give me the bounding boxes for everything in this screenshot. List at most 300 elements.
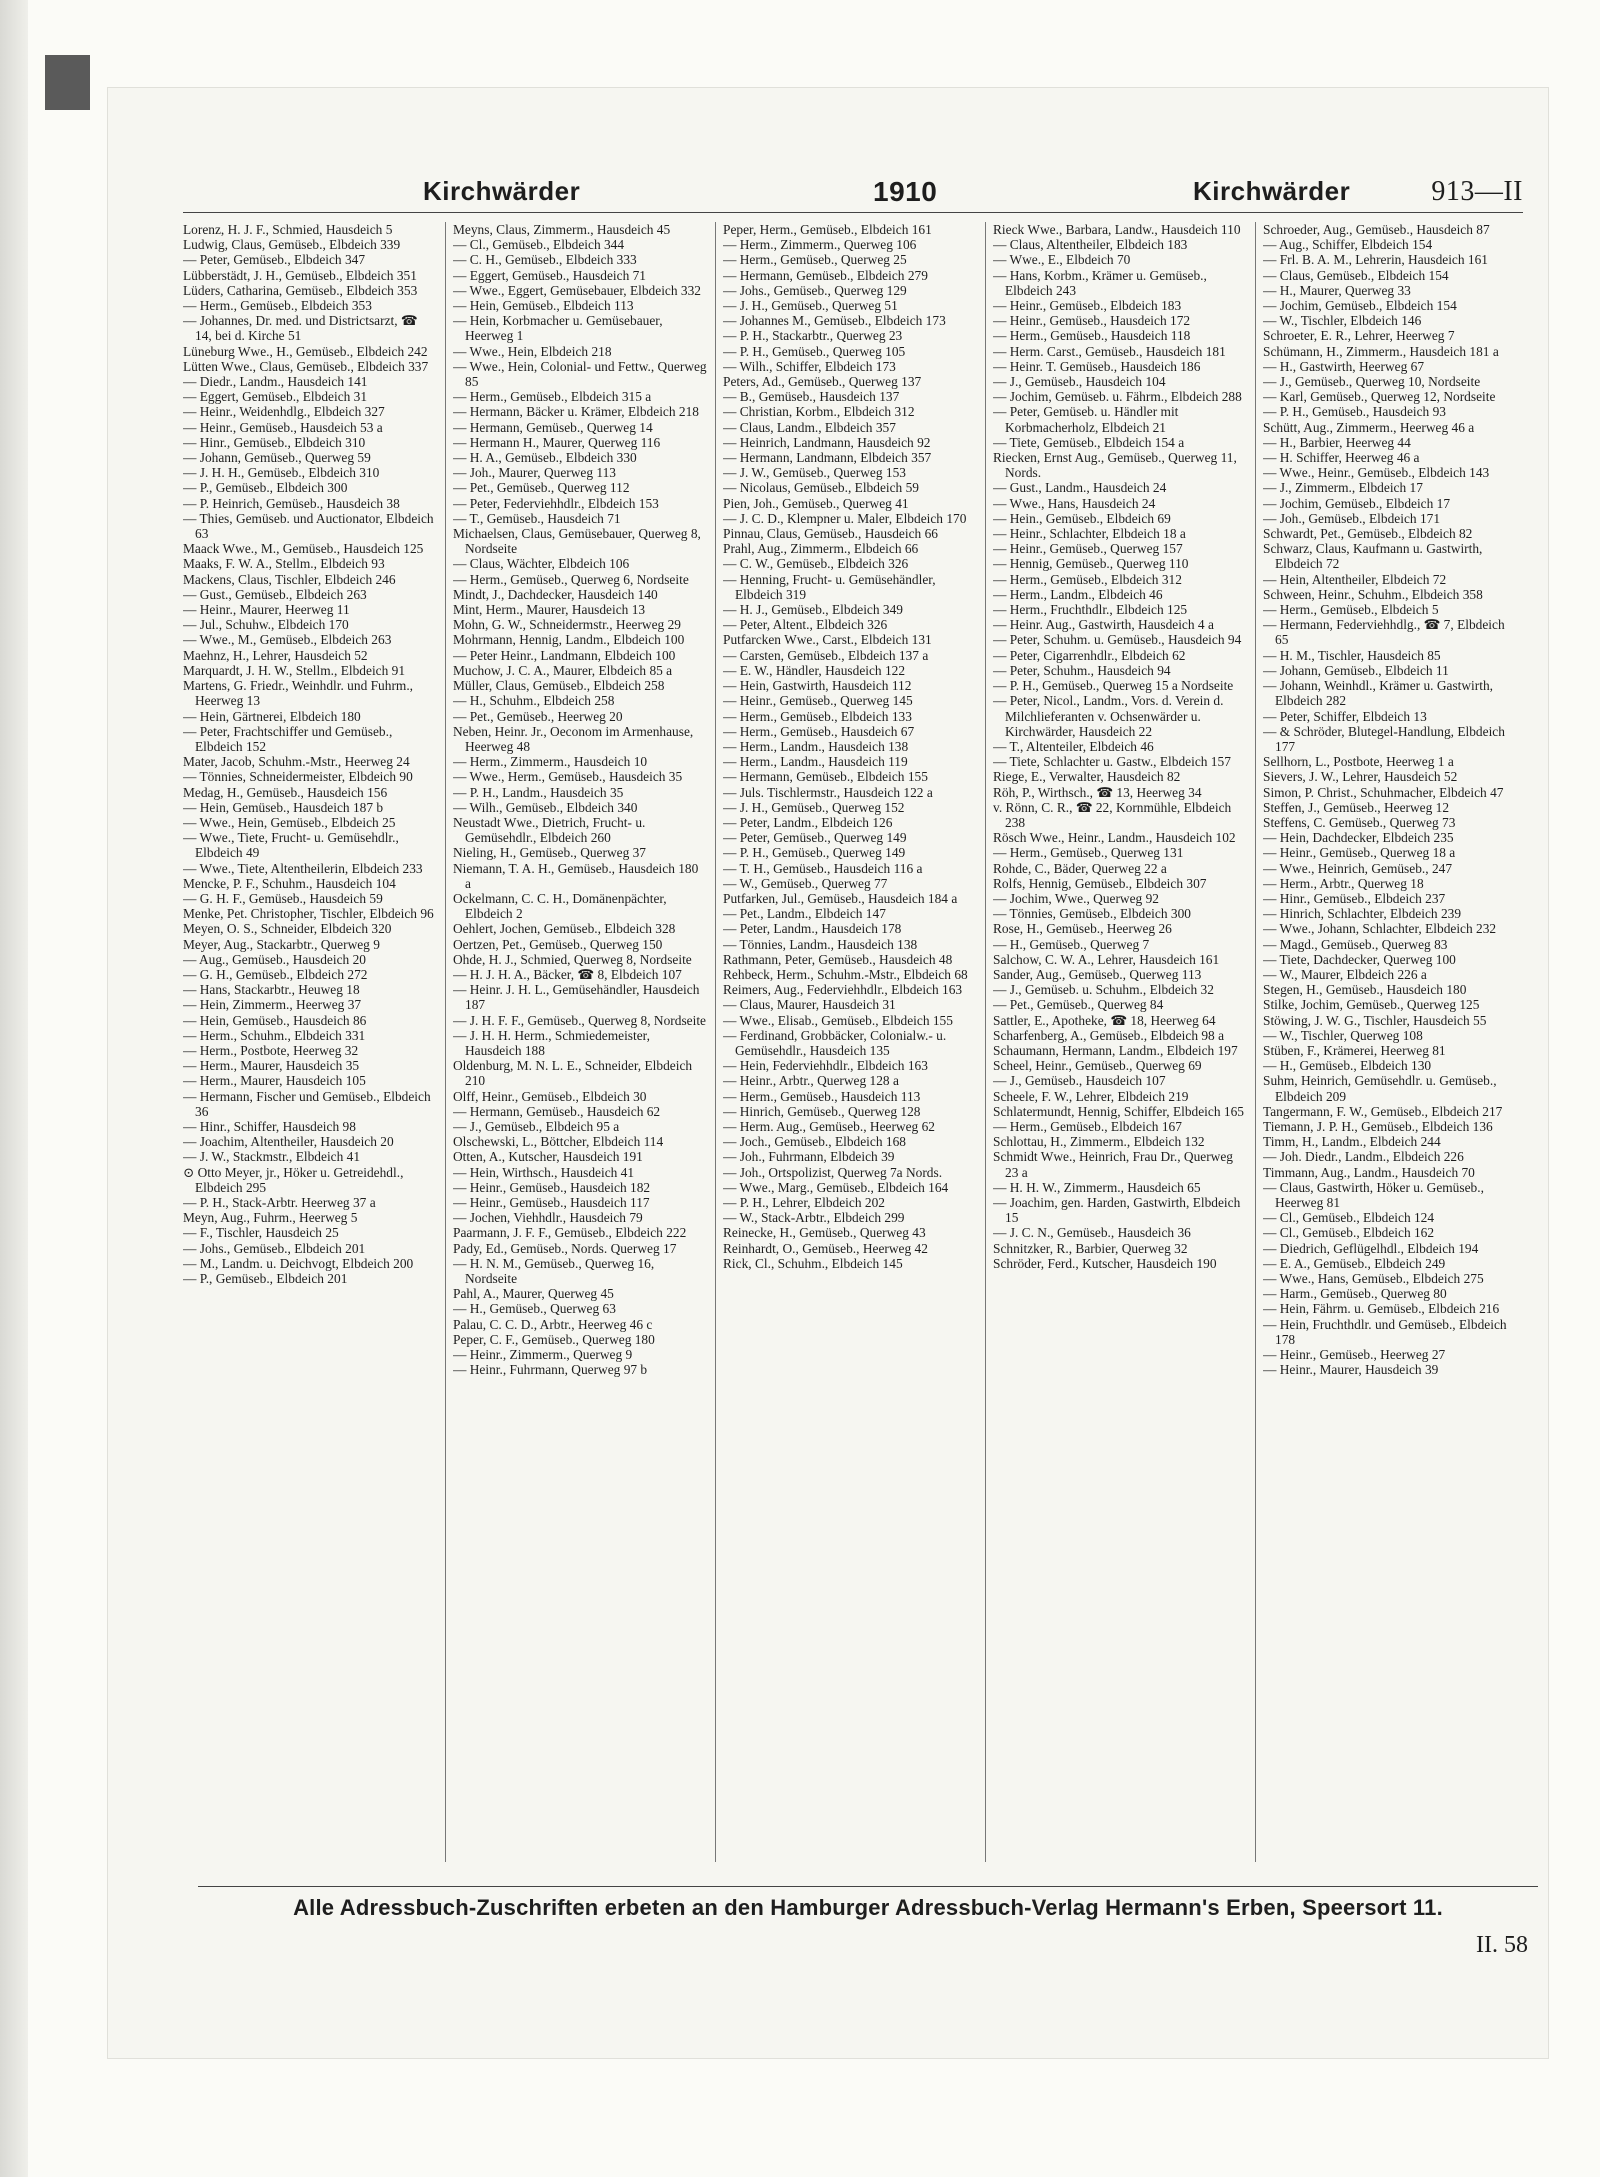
directory-entry: — H. H. W., Zimmerm., Hausdeich 65 xyxy=(993,1179,1201,1195)
directory-entry: Putfarken, Jul., Gemüseb., Hausdeich 184 a xyxy=(723,890,958,906)
directory-entry: Sievers, J. W., Lehrer, Hausdeich 52 xyxy=(1263,769,1458,785)
directory-entry: v. Rönn, C. R., ☎ 22, Kornmühle, Elbdeich 238 xyxy=(993,799,1232,830)
directory-entry: — H. J., Gemüseb., Elbdeich 349 xyxy=(723,602,904,618)
directory-entry: Sellhorn, L., Postbote, Heerweg 1 a xyxy=(1263,754,1454,770)
directory-entry: — W., Stack-Arbtr., Elbdeich 299 xyxy=(723,1210,905,1226)
directory-entry: — Claus, Wächter, Elbdeich 106 xyxy=(453,556,630,572)
directory-entry: Rathmann, Peter, Gemüseb., Hausdeich 48 xyxy=(723,951,953,967)
directory-entry: — Herm., Landm., Elbdeich 46 xyxy=(993,586,1163,602)
directory-entry: — J. H., Gemüseb., Querweg 51 xyxy=(723,298,898,314)
directory-entry: — Wwe., Tiete, Altentheilerin, Elbdeich 233 xyxy=(183,860,423,876)
directory-entry: — Jochim, Gemüseb. u. Fährm., Elbdeich 288 xyxy=(993,389,1242,405)
directory-entry: Marquardt, J. H. W., Stellm., Elbdeich 91 xyxy=(183,662,406,678)
directory-entry: Reimers, Aug., Federviehhdlr., Elbdeich 163 xyxy=(723,982,963,998)
directory-entry: — Hinr., Schiffer, Hausdeich 98 xyxy=(183,1118,356,1134)
directory-entry: — B., Gemüseb., Hausdeich 137 xyxy=(723,389,900,405)
directory-entry: — Heinr., Gemüseb., Querweg 18 a xyxy=(1263,845,1456,861)
directory-entry: Lüneburg Wwe., H., Gemüseb., Elbdeich 242 xyxy=(183,343,428,359)
directory-entry: — T., Gemüseb., Hausdeich 71 xyxy=(453,510,621,526)
directory-entry: — P. H., Stack-Arbtr. Heerweg 37 a xyxy=(183,1195,376,1210)
directory-entry: — Wilh., Gemüseb., Elbdeich 340 xyxy=(453,799,638,815)
directory-entry: Schlottau, H., Zimmerm., Elbdeich 132 xyxy=(993,1134,1205,1150)
directory-entry: — Cl., Gemüseb., Elbdeich 124 xyxy=(1263,1210,1435,1226)
directory-entry: Lüders, Catharina, Gemüseb., Elbdeich 353 xyxy=(183,282,418,298)
directory-entry: — H. J. H. A., Bäcker, ☎ 8, Elbdeich 107 xyxy=(453,966,682,982)
column-2 xyxy=(453,222,707,1862)
directory-entry: Meyer, Aug., Stackarbtr., Querweg 9 xyxy=(183,936,380,952)
directory-entry: — Hermann, Gemüseb., Elbdeich 155 xyxy=(723,769,928,785)
directory-entry: — H. M., Tischler, Hausdeich 85 xyxy=(1263,647,1441,663)
column-rule xyxy=(445,222,446,1862)
page-number: 913—II xyxy=(1431,176,1523,207)
page-header xyxy=(183,168,1523,213)
header-right-place: Kirchwärder xyxy=(1193,176,1351,206)
directory-entry: Maack Wwe., M., Gemüseb., Hausdeich 125 xyxy=(183,541,424,557)
directory-entry: Riege, E., Verwalter, Hausdeich 82 xyxy=(993,769,1181,785)
directory-entry: — Eggert, Gemüseb., Elbdeich 31 xyxy=(183,389,368,405)
directory-entry: — & Schröder, Blutegel-Handlung, Elbdeich 177 xyxy=(1263,723,1505,754)
directory-entry: — Henning, Frucht- u. Gemüsehändler, Elbdeich 319 xyxy=(723,571,936,602)
directory-entry: — Hein, Zimmerm., Heerweg 37 xyxy=(183,997,362,1013)
directory-entry: Rick, Cl., Schuhm., Elbdeich 145 xyxy=(723,1255,903,1271)
directory-entry: — G. H. F., Gemüseb., Hausdeich 59 xyxy=(183,890,383,906)
directory-entry: — H. A., Gemüseb., Elbdeich 330 xyxy=(453,450,637,466)
directory-entry: Scheele, F. W., Lehrer, Elbdeich 219 xyxy=(993,1088,1189,1104)
directory-entry: — Heinr., Zimmerm., Querweg 9 xyxy=(453,1347,633,1363)
directory-entry: — Heinr., Gemüseb., Querweg 157 xyxy=(993,541,1183,557)
directory-entry: — Herm., Gemüseb., Elbdeich 5 xyxy=(1263,602,1439,618)
directory-page xyxy=(108,88,1548,2058)
directory-entry: Lorenz, H. J. F., Schmied, Hausdeich 5 xyxy=(183,222,393,237)
directory-entry: Schröder, Ferd., Kutscher, Hausdeich 190 xyxy=(993,1255,1217,1271)
directory-entry: Sattler, E., Apotheke, ☎ 18, Heerweg 64 xyxy=(993,1012,1216,1028)
directory-entry: — P. H., Gemüseb., Hausdeich 93 xyxy=(1263,404,1446,420)
directory-entry: — Tiete, Dachdecker, Querweg 100 xyxy=(1263,951,1456,967)
directory-entry: Neustadt Wwe., Dietrich, Frucht- u. Gemüsehdlr., Elbdeich 260 xyxy=(453,814,646,846)
directory-entry: — Johann, Gemüseb., Querweg 59 xyxy=(183,450,371,466)
column-3 xyxy=(723,222,977,1862)
directory-entry: — Cl., Gemüseb., Elbdeich 162 xyxy=(1263,1225,1435,1241)
directory-entry: — Herm., Schuhm., Elbdeich 331 xyxy=(183,1027,366,1043)
directory-entry: — Karl, Gemüseb., Querweg 12, Nordseite xyxy=(1263,389,1496,405)
directory-entry: — Hinr., Gemüseb., Elbdeich 310 xyxy=(183,434,366,450)
directory-entry: Stüben, F., Krämerei, Heerweg 81 xyxy=(1263,1042,1446,1058)
directory-entry: Rieck Wwe., Barbara, Landw., Hausdeich 110 xyxy=(993,222,1241,237)
directory-entry: — Hermann, Fischer und Gemüseb., Elbdeich 36 xyxy=(183,1088,431,1119)
directory-entry: — Christian, Korbm., Elbdeich 312 xyxy=(723,404,915,420)
directory-entry: — Gust., Gemüseb., Elbdeich 263 xyxy=(183,586,367,602)
directory-entry: — Hein, Gemüseb., Hausdeich 187 b xyxy=(183,799,384,815)
directory-entry: Müller, Claus, Gemüseb., Elbdeich 258 xyxy=(453,678,665,694)
directory-entry: Suhm, Heinrich, Gemüsehdlr. u. Gemüseb., Elbdeich 209 xyxy=(1263,1073,1497,1104)
directory-entry: — Gust., Landm., Hausdeich 24 xyxy=(993,480,1167,496)
directory-entry: Mackens, Claus, Tischler, Elbdeich 246 xyxy=(183,571,396,587)
directory-entry: — Joachim, Altentheiler, Hausdeich 20 xyxy=(183,1134,394,1150)
directory-entry: Salchow, C. W. A., Lehrer, Hausdeich 161 xyxy=(993,951,1220,967)
directory-entry: — Peter, Altent., Elbdeich 326 xyxy=(723,617,888,633)
directory-entry: — P. H., Gemüseb., Querweg 149 xyxy=(723,845,906,861)
directory-entry: — Jochim, Gemüseb., Elbdeich 154 xyxy=(1263,298,1457,314)
directory-entry: — Hermann, Gemüseb., Hausdeich 62 xyxy=(453,1103,661,1119)
directory-entry: Schütt, Aug., Zimmerm., Heerweg 46 a xyxy=(1263,419,1475,435)
header-left-place: Kirchwärder xyxy=(423,176,581,206)
directory-entry: — H., Schuhm., Elbdeich 258 xyxy=(453,693,615,709)
directory-entry: Schroeter, E. R., Lehrer, Heerweg 7 xyxy=(1263,328,1455,344)
publisher-footer: Alle Adressbuch-Zuschriften erbeten an den Hamburger Adressbuch-Verlag Hermann's Erben, Speersort 11. xyxy=(198,1886,1538,1923)
directory-entry: — J. W., Stackmstr., Elbdeich 41 xyxy=(183,1149,361,1165)
directory-entry: — Hein, Fährm. u. Gemüseb., Elbdeich 216 xyxy=(1263,1301,1500,1317)
directory-entry: — Hein, Gärtnerei, Elbdeich 180 xyxy=(183,708,361,724)
directory-entry: Rolfs, Hennig, Gemüseb., Elbdeich 307 xyxy=(993,875,1207,891)
directory-entry: — Hinrich, Gemüseb., Querweg 128 xyxy=(723,1103,921,1119)
directory-entry: Schmidt Wwe., Heinrich, Frau Dr., Querweg 23 a xyxy=(993,1149,1233,1180)
directory-entry: — C. H., Gemüseb., Elbdeich 333 xyxy=(453,252,637,268)
directory-entry: — Heinr., Gemüseb., Hausdeich 172 xyxy=(993,313,1191,329)
directory-entry: — Heinr., Gemüseb., Heerweg 27 xyxy=(1263,1347,1446,1363)
directory-entry: Meyns, Claus, Zimmerm., Hausdeich 45 xyxy=(453,222,671,237)
directory-entry: — Aug., Gemüseb., Hausdeich 20 xyxy=(183,951,366,967)
directory-entry: — Heinr. J. H. L., Gemüsehändler, Hausdeich 187 xyxy=(453,982,700,1013)
directory-entry: Stilke, Jochim, Gemüseb., Querweg 125 xyxy=(1263,997,1480,1013)
directory-entry: — P. Heinrich, Gemüseb., Hausdeich 38 xyxy=(183,495,400,511)
directory-entry: — Heinr., Gemüseb., Hausdeich 182 xyxy=(453,1179,651,1195)
directory-entry: — Juls. Tischlermstr., Hausdeich 122 a xyxy=(723,784,933,800)
directory-entry: — Wwe., M., Gemüseb., Elbdeich 263 xyxy=(183,632,392,648)
directory-entry: Schaumann, Hermann, Landm., Elbdeich 197 xyxy=(993,1042,1238,1058)
directory-entry: Maehnz, H., Lehrer, Hausdeich 52 xyxy=(183,647,368,663)
directory-entry: — Wwe., Johann, Schlachter, Elbdeich 232 xyxy=(1263,921,1497,937)
directory-entry: — Joh., Fuhrmann, Elbdeich 39 xyxy=(723,1149,895,1165)
directory-entry: — J. H. H., Gemüseb., Elbdeich 310 xyxy=(183,465,380,481)
directory-entry: — Harm., Gemüseb., Querweg 80 xyxy=(1263,1286,1447,1302)
directory-entry: — J., Gemüseb. u. Schuhm., Elbdeich 32 xyxy=(993,982,1214,998)
directory-entry: Mint, Herm., Maurer, Hausdeich 13 xyxy=(453,602,646,618)
directory-entry: — P. H., Gemüseb., Querweg 15 a Nordseite xyxy=(993,678,1234,694)
directory-entry: — Claus, Landm., Elbdeich 357 xyxy=(723,419,896,435)
column-rule xyxy=(985,222,986,1862)
directory-entry: — Magd., Gemüseb., Querweg 83 xyxy=(1263,936,1448,952)
directory-entry: — Herm., Gemüseb., Elbdeich 315 a xyxy=(453,389,652,405)
directory-entry: — Peter, Schuhm., Hausdeich 94 xyxy=(993,662,1171,678)
directory-entry: — Tönnies, Landm., Hausdeich 138 xyxy=(723,936,918,952)
column-5 xyxy=(1263,222,1517,1862)
directory-entry: Neben, Heinr. Jr., Oeconom im Armenhause, Heerweg 48 xyxy=(453,723,694,754)
directory-entry: — J., Gemüseb., Hausdeich 104 xyxy=(993,374,1166,390)
directory-entry: — Herm., Gemüseb., Elbdeich 133 xyxy=(723,708,912,724)
directory-entry: — Herm., Landm., Hausdeich 119 xyxy=(723,754,908,770)
directory-entry: Ockelmann, C. C. H., Domänenpächter, Elbdeich 2 xyxy=(453,890,667,922)
directory-entry: Michaelsen, Claus, Gemüsebauer, Querweg 8, Nordseite xyxy=(453,526,701,557)
directory-entry: — Peter, Gemüseb., Querweg 149 xyxy=(723,830,907,846)
directory-entry: — T., Altenteiler, Elbdeich 46 xyxy=(993,738,1154,754)
directory-entry: — Hinrich, Schlachter, Elbdeich 239 xyxy=(1263,906,1462,922)
directory-entry: Palau, C. C. D., Arbtr., Heerweg 46 c xyxy=(453,1316,653,1332)
directory-entry: — Cl., Gemüseb., Elbdeich 344 xyxy=(453,237,625,253)
directory-entry: — Jochim, Gemüseb., Elbdeich 17 xyxy=(1263,495,1451,511)
directory-entry: Schwarz, Claus, Kaufmann u. Gastwirth, Elbdeich 72 xyxy=(1263,541,1483,572)
directory-entry: — H., Barbier, Heerweg 44 xyxy=(1263,434,1411,450)
directory-entry: Mindt, J., Dachdecker, Hausdeich 140 xyxy=(453,586,658,602)
directory-entry: — Hermann, Federviehhdlg., ☎ 7, Elbdeich 65 xyxy=(1263,617,1505,648)
directory-entry: — Heinr., Gemüseb., Hausdeich 117 xyxy=(453,1195,650,1210)
directory-entry: — Pet., Gemüseb., Heerweg 20 xyxy=(453,708,623,724)
directory-entry: — Johannes, Dr. med. und Districtsarzt, ☎ 14, bei d. Kirche 51 xyxy=(183,313,418,344)
directory-entry: — P., Gemüseb., Elbdeich 300 xyxy=(183,480,348,496)
directory-entry: — Herm., Gemüseb., Elbdeich 167 xyxy=(993,1118,1182,1134)
directory-entry: — Herm., Fruchthdlr., Elbdeich 125 xyxy=(993,602,1188,618)
directory-entry: Olff, Heinr., Gemüseb., Elbdeich 30 xyxy=(453,1088,647,1104)
directory-entry: Meyn, Aug., Fuhrm., Heerweg 5 xyxy=(183,1210,358,1226)
directory-entry: Reinhardt, O., Gemüseb., Heerweg 42 xyxy=(723,1240,928,1256)
directory-entry: Scharfenberg, A., Gemüseb., Elbdeich 98 a xyxy=(993,1027,1225,1043)
directory-entry: — T. H., Gemüseb., Hausdeich 116 a xyxy=(723,860,923,876)
directory-entry: Timm, H., Landm., Elbdeich 244 xyxy=(1263,1134,1441,1150)
scan-edge-marker xyxy=(45,55,90,110)
directory-entry: — Wwe., Hein, Colonial- und Fettw., Querweg 85 xyxy=(453,358,707,390)
directory-entry: — J., Gemüseb., Elbdeich 95 a xyxy=(453,1118,620,1134)
directory-entry: — Hermann H., Maurer, Querweg 116 xyxy=(453,434,661,450)
directory-entry: Oehlert, Jochen, Gemüseb., Elbdeich 328 xyxy=(453,921,676,937)
directory-entry: — Frl. B. A. M., Lehrerin, Hausdeich 161 xyxy=(1263,252,1489,268)
directory-entry: — E. A., Gemüseb., Elbdeich 249 xyxy=(1263,1255,1446,1271)
directory-entry: — Hans, Stackarbtr., Heuweg 18 xyxy=(183,982,360,998)
directory-entry: — Jul., Schuhw., Elbdeich 170 xyxy=(183,617,349,633)
directory-entry: Schnitzker, R., Barbier, Querweg 32 xyxy=(993,1240,1188,1256)
directory-entry: Nieling, H., Gemüseb., Querweg 37 xyxy=(453,845,647,861)
directory-entry: — Hein, Korbmacher u. Gemüsebauer, Heerweg 1 xyxy=(453,313,663,344)
directory-entry: — J. H. H. Herm., Schmiedemeister, Hausdeich 188 xyxy=(453,1027,650,1058)
directory-entry: — Herm., Gemüseb., Querweg 6, Nordseite xyxy=(453,571,689,587)
directory-entry: Scheel, Heinr., Gemüseb., Querweg 69 xyxy=(993,1058,1202,1074)
directory-entry: — Aug., Schiffer, Elbdeich 154 xyxy=(1263,237,1433,253)
directory-entry: Röh, P., Wirthsch., ☎ 13, Heerweg 34 xyxy=(993,784,1202,800)
directory-entry: Meyen, O. S., Schneider, Elbdeich 320 xyxy=(183,921,392,937)
directory-entry: — Claus, Gastwirth, Höker u. Gemüseb., Heerweg 81 xyxy=(1263,1179,1484,1210)
directory-entry: Paarmann, J. F. F., Gemüseb., Elbdeich 222 xyxy=(453,1225,687,1241)
directory-entry: Rose, H., Gemüseb., Heerweg 26 xyxy=(993,921,1172,937)
directory-entry: — Diedr., Landm., Hausdeich 141 xyxy=(183,374,368,390)
directory-entry: — Heinr. T. Gemüseb., Hausdeich 186 xyxy=(993,358,1201,374)
directory-entry: Peper, Herm., Gemüseb., Elbdeich 161 xyxy=(723,222,932,237)
directory-entry: — Peter, Cigarrenhdlr., Elbdeich 62 xyxy=(993,647,1186,663)
directory-entry: — Pet., Gemüseb., Querweg 84 xyxy=(993,997,1164,1013)
directory-entry: — Joh., Ortspolizist, Querweg 7a Nords. xyxy=(723,1164,943,1180)
directory-entry: Sander, Aug., Gemüseb., Querweg 113 xyxy=(993,966,1202,982)
directory-entry: — Herm., Zimmerm., Querweg 106 xyxy=(723,237,917,253)
directory-entry: — Heinr., Weidenhdlg., Elbdeich 327 xyxy=(183,404,385,420)
directory-entry: — Hein, Gemüseb., Hausdeich 86 xyxy=(183,1012,367,1028)
directory-entry: Tangermann, F. W., Gemüseb., Elbdeich 217 xyxy=(1263,1103,1503,1119)
directory-entry: — Herm., Zimmerm., Hausdeich 10 xyxy=(453,754,648,770)
directory-entry: Pady, Ed., Gemüseb., Nords. Querweg 17 xyxy=(453,1240,677,1256)
directory-entry: — Joh., Gemüseb., Elbdeich 171 xyxy=(1263,510,1441,526)
directory-entry: — Eggert, Gemüseb., Hausdeich 71 xyxy=(453,267,647,283)
directory-entry: — Heinr. Aug., Gastwirth, Hausdeich 4 a xyxy=(993,617,1214,633)
directory-entry: — Hein, Fruchthdlr. und Gemüseb., Elbdeich 178 xyxy=(1263,1316,1507,1347)
directory-entry: — H. N. M., Gemüseb., Querweg 16, Nordseite xyxy=(453,1255,655,1287)
directory-entry: Peters, Ad., Gemüseb., Querweg 137 xyxy=(723,374,922,390)
directory-entry: — Claus, Gemüseb., Elbdeich 154 xyxy=(1263,267,1449,283)
directory-entry: — Johannes M., Gemüseb., Elbdeich 173 xyxy=(723,313,946,329)
directory-entry: Ludwig, Claus, Gemüseb., Elbdeich 339 xyxy=(183,237,401,253)
directory-entry: — Heinr., Schlachter, Elbdeich 18 a xyxy=(993,526,1186,542)
directory-entry: — C. W., Gemüseb., Elbdeich 326 xyxy=(723,556,909,572)
directory-entry: — Herm., Gemüseb., Hausdeich 113 xyxy=(723,1088,921,1104)
directory-entry: — Peter, Schuhm. u. Gemüseb., Hausdeich 94 xyxy=(993,632,1242,648)
column-rule xyxy=(1255,222,1256,1862)
directory-entry: — Johann, Gemüseb., Elbdeich 11 xyxy=(1263,662,1449,678)
directory-entry: Mohrmann, Hennig, Landm., Elbdeich 100 xyxy=(453,632,685,648)
directory-entry: — Herm., Gemüseb., Elbdeich 312 xyxy=(993,571,1182,587)
directory-entry: — W., Maurer, Elbdeich 226 a xyxy=(1263,966,1427,982)
directory-entry: — W., Gemüseb., Querweg 77 xyxy=(723,875,888,891)
directory-entry: — J., Zimmerm., Elbdeich 17 xyxy=(1263,480,1423,496)
directory-entry: Pahl, A., Maurer, Querweg 45 xyxy=(453,1286,614,1302)
directory-entry: — Wwe., Hein, Gemüseb., Elbdeich 25 xyxy=(183,814,396,830)
directory-entry: Martens, G. Friedr., Weinhdlr. und Fuhrm., Heerweg 13 xyxy=(183,678,414,709)
directory-entry: — Peter, Landm., Elbdeich 126 xyxy=(723,814,893,830)
directory-entry: — Hennig, Gemüseb., Querweg 110 xyxy=(993,556,1189,572)
directory-entry: — Peter, Frachtschiffer und Gemüseb., Elbdeich 152 xyxy=(183,723,393,754)
directory-entry: Steffens, C. Gemüseb., Querweg 73 xyxy=(1263,814,1456,830)
directory-entry: — E. W., Händler, Hausdeich 122 xyxy=(723,662,906,678)
directory-entry: — Carsten, Gemüseb., Elbdeich 137 a xyxy=(723,647,929,663)
directory-entry: — Nicolaus, Gemüseb., Elbdeich 59 xyxy=(723,480,919,496)
directory-entry: Niemann, T. A. H., Gemüseb., Hausdeich 180 a xyxy=(453,860,699,891)
directory-entry: — Herm., Gemüseb., Querweg 131 xyxy=(993,845,1184,861)
directory-entry: Lübberstädt, J. H., Gemüseb., Elbdeich 351 xyxy=(183,267,417,283)
column-4 xyxy=(993,222,1247,1862)
directory-entry: — Claus, Maurer, Hausdeich 31 xyxy=(723,997,896,1013)
directory-entry: — Herm., Maurer, Hausdeich 35 xyxy=(183,1058,360,1074)
directory-entry: Muchow, J. C. A., Maurer, Elbdeich 85 a xyxy=(453,662,673,678)
directory-entry: — Peter, Gemüseb., Elbdeich 347 xyxy=(183,252,366,268)
directory-entry: — Herm., Gemüseb., Querweg 25 xyxy=(723,252,907,268)
directory-entry: Steffen, J., Gemüseb., Heerweg 12 xyxy=(1263,799,1450,815)
column-rule xyxy=(715,222,716,1862)
directory-entry: — Hein, Federviehhdlr., Elbdeich 163 xyxy=(723,1058,928,1074)
directory-entry: — Claus, Altentheiler, Elbdeich 183 xyxy=(993,237,1188,253)
directory-entry: — Herm., Postbote, Heerweg 32 xyxy=(183,1042,359,1058)
directory-entry: Maaks, F. W. A., Stellm., Elbdeich 93 xyxy=(183,556,385,572)
header-year: 1910 xyxy=(873,176,938,207)
directory-entry: — Heinr., Fuhrmann, Querweg 97 b xyxy=(453,1362,648,1378)
directory-entry: — Johann, Weinhdl., Krämer u. Gastwirth, Elbdeich 282 xyxy=(1263,678,1493,709)
directory-entry: Prahl, Aug., Zimmerm., Elbdeich 66 xyxy=(723,541,919,557)
directory-entry: — Joh., Maurer, Querweg 113 xyxy=(453,465,616,481)
directory-entry: Oertzen, Pet., Gemüseb., Querweg 150 xyxy=(453,936,663,952)
directory-entry: — Peter, Federviehhdlr., Elbdeich 153 xyxy=(453,495,659,511)
directory-entry: — Johs., Gemüseb., Querweg 129 xyxy=(723,282,907,298)
directory-entry: — Peter, Schiffer, Elbdeich 13 xyxy=(1263,708,1427,724)
directory-entry: — P. H., Landm., Hausdeich 35 xyxy=(453,784,624,800)
directory-entry: — J. H. F. F., Gemüseb., Querweg 8, Nordseite xyxy=(453,1012,706,1028)
directory-entry: — H., Gastwirth, Heerweg 67 xyxy=(1263,358,1425,374)
directory-entry: Schlatermundt, Hennig, Schiffer, Elbdeich 165 xyxy=(993,1103,1244,1119)
scan-spine xyxy=(0,0,28,2177)
column-1 xyxy=(183,222,437,1862)
directory-entry: — H., Gemüseb., Querweg 63 xyxy=(453,1301,616,1317)
directory-entry: — Peter Heinr., Landmann, Elbdeich 100 xyxy=(453,647,676,663)
directory-entry: — H. Schiffer, Heerweg 46 a xyxy=(1263,450,1420,466)
directory-entry: — Peter, Gemüseb. u. Händler mit Korbmacherholz, Elbdeich 21 xyxy=(993,404,1179,435)
directory-entry: — Tiete, Schlachter u. Gastw., Elbdeich 157 xyxy=(993,754,1231,770)
directory-entry: — P., Gemüseb., Elbdeich 201 xyxy=(183,1271,348,1287)
directory-entry: Mohn, G. W., Schneidermstr., Heerweg 29 xyxy=(453,617,681,633)
directory-entry: — H., Gemüseb., Querweg 7 xyxy=(993,936,1150,952)
directory-entry: — Hein, Gemüseb., Elbdeich 113 xyxy=(453,298,634,314)
directory-entry: — Herm. Carst., Gemüseb., Hausdeich 181 xyxy=(993,343,1226,359)
directory-entry: — Herm., Gemüseb., Hausdeich 118 xyxy=(993,328,1191,344)
directory-entry: Pien, Joh., Gemüseb., Querweg 41 xyxy=(723,495,909,511)
directory-entry: — Heinr., Gemüseb., Hausdeich 53 a xyxy=(183,419,383,435)
directory-entry: — P. H., Stackarbtr., Querweg 23 xyxy=(723,328,903,344)
directory-entry: Reinecke, H., Gemüseb., Querweg 43 xyxy=(723,1225,926,1241)
directory-entry: — Heinr., Arbtr., Querweg 128 a xyxy=(723,1073,899,1089)
directory-entry: — Wwe., Marg., Gemüseb., Elbdeich 164 xyxy=(723,1179,949,1195)
directory-entry: Stegen, H., Gemüseb., Hausdeich 180 xyxy=(1263,982,1467,998)
directory-entry: Lütten Wwe., Claus, Gemüseb., Elbdeich 337 xyxy=(183,358,429,374)
directory-entry: Mencke, P. F., Schuhm., Hausdeich 104 xyxy=(183,875,396,891)
directory-columns xyxy=(183,222,1523,1862)
directory-entry: — Herm., Gemüseb., Elbdeich 353 xyxy=(183,298,372,314)
directory-entry: — Hein, Gastwirth, Hausdeich 112 xyxy=(723,678,912,694)
directory-entry: — Joh. Diedr., Landm., Elbdeich 226 xyxy=(1263,1149,1464,1165)
directory-entry: — H., Gemüseb., Elbdeich 130 xyxy=(1263,1058,1432,1074)
directory-entry: Schween, Heinr., Schuhm., Elbdeich 358 xyxy=(1263,586,1483,602)
directory-entry: — Diedrich, Geflügelhdl., Elbdeich 194 xyxy=(1263,1240,1479,1256)
directory-entry: — Wwe., Herm., Gemüseb., Hausdeich 35 xyxy=(453,769,683,785)
directory-entry: — J. C. N., Gemüseb., Hausdeich 36 xyxy=(993,1225,1191,1241)
directory-entry: — Hinr., Gemüseb., Elbdeich 237 xyxy=(1263,890,1446,906)
directory-entry: Ohde, H. J., Schmied, Querweg 8, Nordseite xyxy=(453,951,692,967)
directory-entry: Timmann, Aug., Landm., Hausdeich 70 xyxy=(1263,1164,1475,1180)
directory-entry: Olschewski, L., Böttcher, Elbdeich 114 xyxy=(453,1134,664,1150)
directory-entry: — G. H., Gemüseb., Elbdeich 272 xyxy=(183,966,368,982)
directory-entry: — Wwe., E., Elbdeich 70 xyxy=(993,252,1131,268)
directory-entry: — Herm., Gemüseb., Hausdeich 67 xyxy=(723,723,915,739)
directory-entry: — F., Tischler, Hausdeich 25 xyxy=(183,1225,339,1241)
directory-entry: — Hein, Wirthsch., Hausdeich 41 xyxy=(453,1164,635,1180)
directory-entry: Medag, H., Gemüseb., Hausdeich 156 xyxy=(183,784,388,800)
directory-entry: — M., Landm. u. Deichvogt, Elbdeich 200 xyxy=(183,1255,414,1271)
directory-entry: — W., Tischler, Elbdeich 146 xyxy=(1263,313,1422,329)
directory-entry: — Hein, Altentheiler, Elbdeich 72 xyxy=(1263,571,1447,587)
directory-entry: Tiemann, J. P. H., Gemüseb., Elbdeich 136 xyxy=(1263,1118,1493,1134)
directory-entry: Otten, A., Kutscher, Hausdeich 191 xyxy=(453,1149,643,1165)
directory-entry: — Wwe., Hein, Elbdeich 218 xyxy=(453,343,612,359)
directory-entry: — J., Gemüseb., Hausdeich 107 xyxy=(993,1073,1166,1089)
directory-entry: — J. W., Gemüseb., Querweg 153 xyxy=(723,465,906,481)
directory-entry: — J., Gemüseb., Querweg 10, Nordseite xyxy=(1263,374,1481,390)
directory-entry: — Pet., Gemüseb., Querweg 112 xyxy=(453,480,630,496)
directory-entry: — Peter, Landm., Hausdeich 178 xyxy=(723,921,902,937)
directory-entry: — Jochim, Wwe., Querweg 92 xyxy=(993,890,1159,906)
directory-entry: — J. C. D., Klempner u. Maler, Elbdeich 170 xyxy=(723,510,967,526)
directory-entry: — Hermann, Bäcker u. Krämer, Elbdeich 218 xyxy=(453,404,699,420)
directory-entry: — Tönnies, Schneidermeister, Elbdeich 90 xyxy=(183,769,413,785)
directory-entry: — Wwe., Heinr., Gemüseb., Elbdeich 143 xyxy=(1263,465,1490,481)
directory-entry: Schwardt, Pet., Gemüseb., Elbdeich 82 xyxy=(1263,526,1473,542)
directory-entry: Rösch Wwe., Heinr., Landm., Hausdeich 102 xyxy=(993,830,1236,846)
directory-entry: — Thies, Gemüseb. und Auctionator, Elbdeich 63 xyxy=(183,510,434,542)
directory-entry: Menke, Pet. Christopher, Tischler, Elbdeich 96 xyxy=(183,906,434,922)
directory-entry: — Heinr., Gemüseb., Elbdeich 183 xyxy=(993,298,1182,314)
directory-entry: — Hermann, Gemüseb., Elbdeich 279 xyxy=(723,267,928,283)
directory-entry: Pinnau, Claus, Gemüseb., Hausdeich 66 xyxy=(723,526,938,542)
directory-entry: — Tönnies, Gemüseb., Elbdeich 300 xyxy=(993,906,1191,922)
directory-entry: Rehbeck, Herm., Schuhm.-Mstr., Elbdeich 68 xyxy=(723,966,968,982)
